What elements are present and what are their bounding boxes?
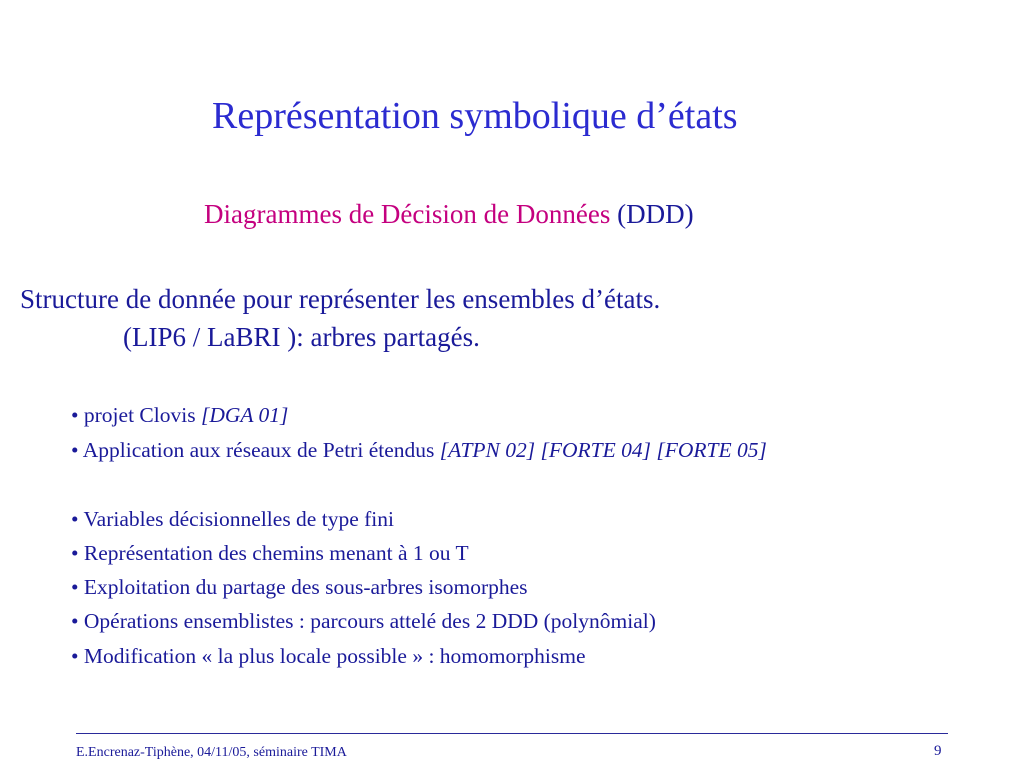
footer-divider bbox=[76, 733, 948, 734]
bullet-item: • Opérations ensemblistes : parcours attelé des 2 DDD (polynômial) bbox=[71, 609, 656, 633]
bullet-item: • Variables décisionnelles de type fini bbox=[71, 507, 394, 531]
body-line-2: (LIP6 / LaBRI ): arbres partagés. bbox=[123, 322, 480, 352]
subtitle-accent: Diagrammes de Décision de Données bbox=[204, 199, 611, 229]
subtitle-rest: (DDD) bbox=[610, 199, 694, 229]
slide-subtitle bbox=[204, 199, 694, 230]
page-number: 9 bbox=[934, 743, 942, 759]
bullet-item: • Représentation des chemins menant à 1 ou T bbox=[71, 541, 469, 565]
body-line-1: Structure de donnée pour représenter les ensembles d’états. bbox=[20, 284, 661, 314]
bullet-item: • projet Clovis [DGA 01] bbox=[71, 403, 289, 427]
bullet-item: • Modification « la plus locale possible » : homomorphisme bbox=[71, 644, 586, 668]
footer-author-date: E.Encrenaz-Tiphène, 04/11/05, séminaire TIMA bbox=[76, 745, 347, 760]
bullet-item: • Application aux réseaux de Petri étendus [ATPN 02] [FORTE 04] [FORTE 05] bbox=[71, 438, 767, 462]
slide-title: Représentation symbolique d’états bbox=[212, 95, 738, 137]
bullet-item: • Exploitation du partage des sous-arbres isomorphes bbox=[71, 575, 528, 599]
